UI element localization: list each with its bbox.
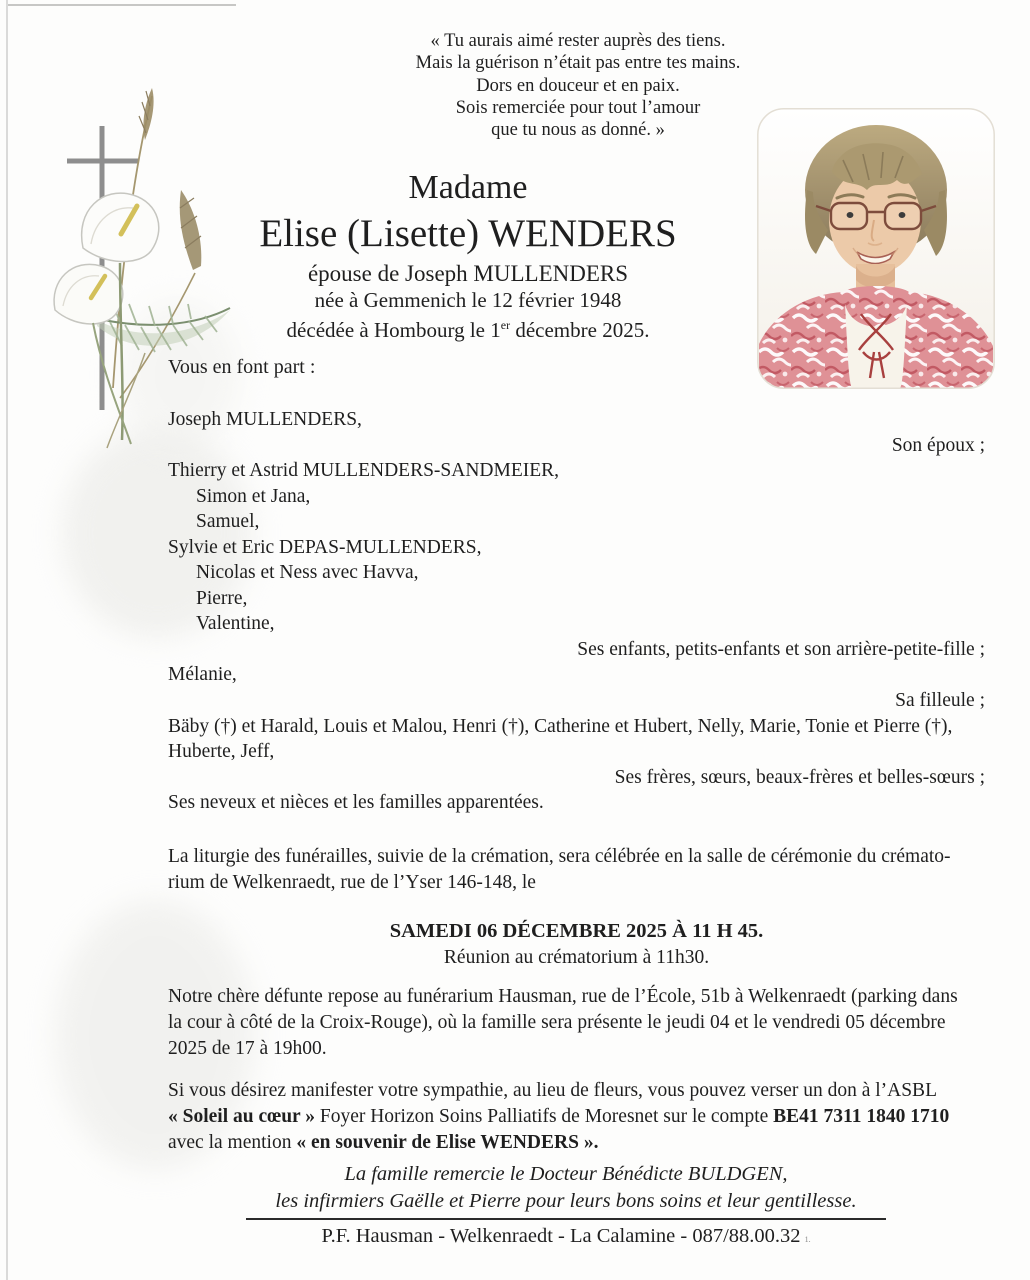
portrait-photo — [757, 108, 995, 389]
footer — [160, 1161, 972, 1253]
family-line: Samuel, — [196, 511, 260, 533]
scan-top-line — [8, 4, 236, 6]
quote-line: « Tu aurais aimé rester auprès des tiens. — [430, 31, 726, 51]
family-line: Mélanie, — [168, 664, 237, 686]
repose-section — [168, 984, 985, 1062]
relation-label: Son époux ; — [891, 434, 985, 456]
footer-divider — [246, 1218, 886, 1220]
spouse-line: épouse de Joseph MULLENDERS — [307, 261, 629, 286]
donation-account: BE41 7311 1840 1710 — [773, 1106, 950, 1127]
family-line: Huberte, Jeff, — [168, 741, 275, 763]
donation-line: Si vous désirez manifester votre sympathie, au lieu de fleurs, vous pouvez verser un don à l’ASBL — [168, 1080, 937, 1101]
announcement-intro: Vous en font part : — [168, 356, 316, 378]
relation-label: Ses enfants, petits-enfants et son arrière-petite-fille ; — [577, 638, 985, 660]
relation-label: Ses frères, sœurs, beaux-frères et belles-sœurs ; — [614, 766, 985, 788]
quote-line: Sois remerciée pour tout l’amour — [455, 97, 701, 118]
ceremony-date: SAMEDI 06 DÉCEMBRE 2025 À 11 H 45. — [389, 920, 764, 942]
donation-section — [168, 1078, 985, 1156]
family-line: Nicolas et Ness avec Havva, — [196, 562, 419, 584]
ceremony-meeting: Réunion au crématorium à 11h30. — [443, 947, 710, 968]
quote-line: Dors en douceur et en paix. — [476, 75, 680, 96]
family-line: Ses neveux et nièces et les familles apparentées. — [168, 792, 544, 814]
memorial-quote — [338, 30, 818, 141]
title-madame: Madame — [408, 169, 528, 206]
donation-line — [168, 1130, 985, 1156]
death-line-sup: er — [500, 318, 511, 332]
donation-charity: « Soleil au cœur » — [168, 1106, 315, 1127]
deceased-header — [163, 166, 773, 343]
death-line-post: décembre 2025. — [510, 318, 650, 342]
donation-line-pre: avec la mention — [168, 1132, 297, 1153]
donation-mention: « en souvenir de Elise WENDERS ». — [296, 1132, 599, 1153]
birth-line: née à Gemmenich le 12 février 1948 — [314, 288, 622, 312]
donation-line-mid: Foyer Horizon Soins Palliatifs de Moresnet sur le compte — [314, 1106, 774, 1127]
thanks-line: La famille remercie le Docteur Bénédicte BULDGEN, — [344, 1163, 788, 1185]
quote-line: que tu nous as donné. » — [491, 120, 665, 141]
ceremony-section — [168, 844, 985, 971]
thanks-line: les infirmiers Gaëlle et Pierre pour leurs bons soins et leur gentillesse. — [275, 1190, 857, 1212]
liturgy-line: La liturgie des funérailles, suivie de la crémation, sera célébrée en la salle de cérémonie du crémato- — [168, 846, 951, 867]
family-line: Thierry et Astrid MULLENDERS-SANDMEIER, — [168, 460, 560, 482]
family-line: Bäby (†) et Harald, Louis et Malou, Henri (†), Catherine et Hubert, Nelly, Marie, Tonie et Pierre (†), — [168, 715, 953, 737]
family-line: Pierre, — [196, 587, 248, 609]
funeral-home-text: P.F. Hausman - Welkenraedt - La Calamine - 087/88.00.32 — [321, 1225, 801, 1247]
repose-line: la cour à côté de la Croix-Rouge), où la famille sera présente le jeudi 04 et le vendredi 05 décembre — [168, 1012, 946, 1033]
donation-line — [168, 1104, 985, 1130]
deceased-name: Elise (Lisette) WENDERS — [259, 212, 677, 255]
print-mark: 1. — [804, 1235, 811, 1244]
family-line: Sylvie et Eric DEPAS-MULLENDERS, — [168, 536, 482, 558]
family-list — [168, 407, 985, 816]
relation-label: Sa filleule ; — [895, 690, 985, 712]
family-line: Joseph MULLENDERS, — [168, 409, 362, 430]
death-line-pre: décédée à Hombourg le 1 — [286, 318, 501, 342]
quote-line: Mais la guérison n’était pas entre tes mains. — [415, 53, 741, 74]
death-line — [163, 313, 773, 343]
repose-line: Notre chère défunte repose au funérarium Hausman, rue de l’École, 51b à Welkenraedt (parking dans — [168, 986, 958, 1007]
family-line: Simon et Jana, — [196, 485, 311, 507]
repose-line: 2025 de 17 à 19h00. — [168, 1038, 327, 1059]
liturgy-line: rium de Welkenraedt, rue de l’Yser 146-148, le — [168, 872, 536, 893]
family-line: Valentine, — [196, 613, 275, 635]
funeral-home-line — [160, 1223, 972, 1253]
scan-edge-line — [6, 0, 8, 1280]
